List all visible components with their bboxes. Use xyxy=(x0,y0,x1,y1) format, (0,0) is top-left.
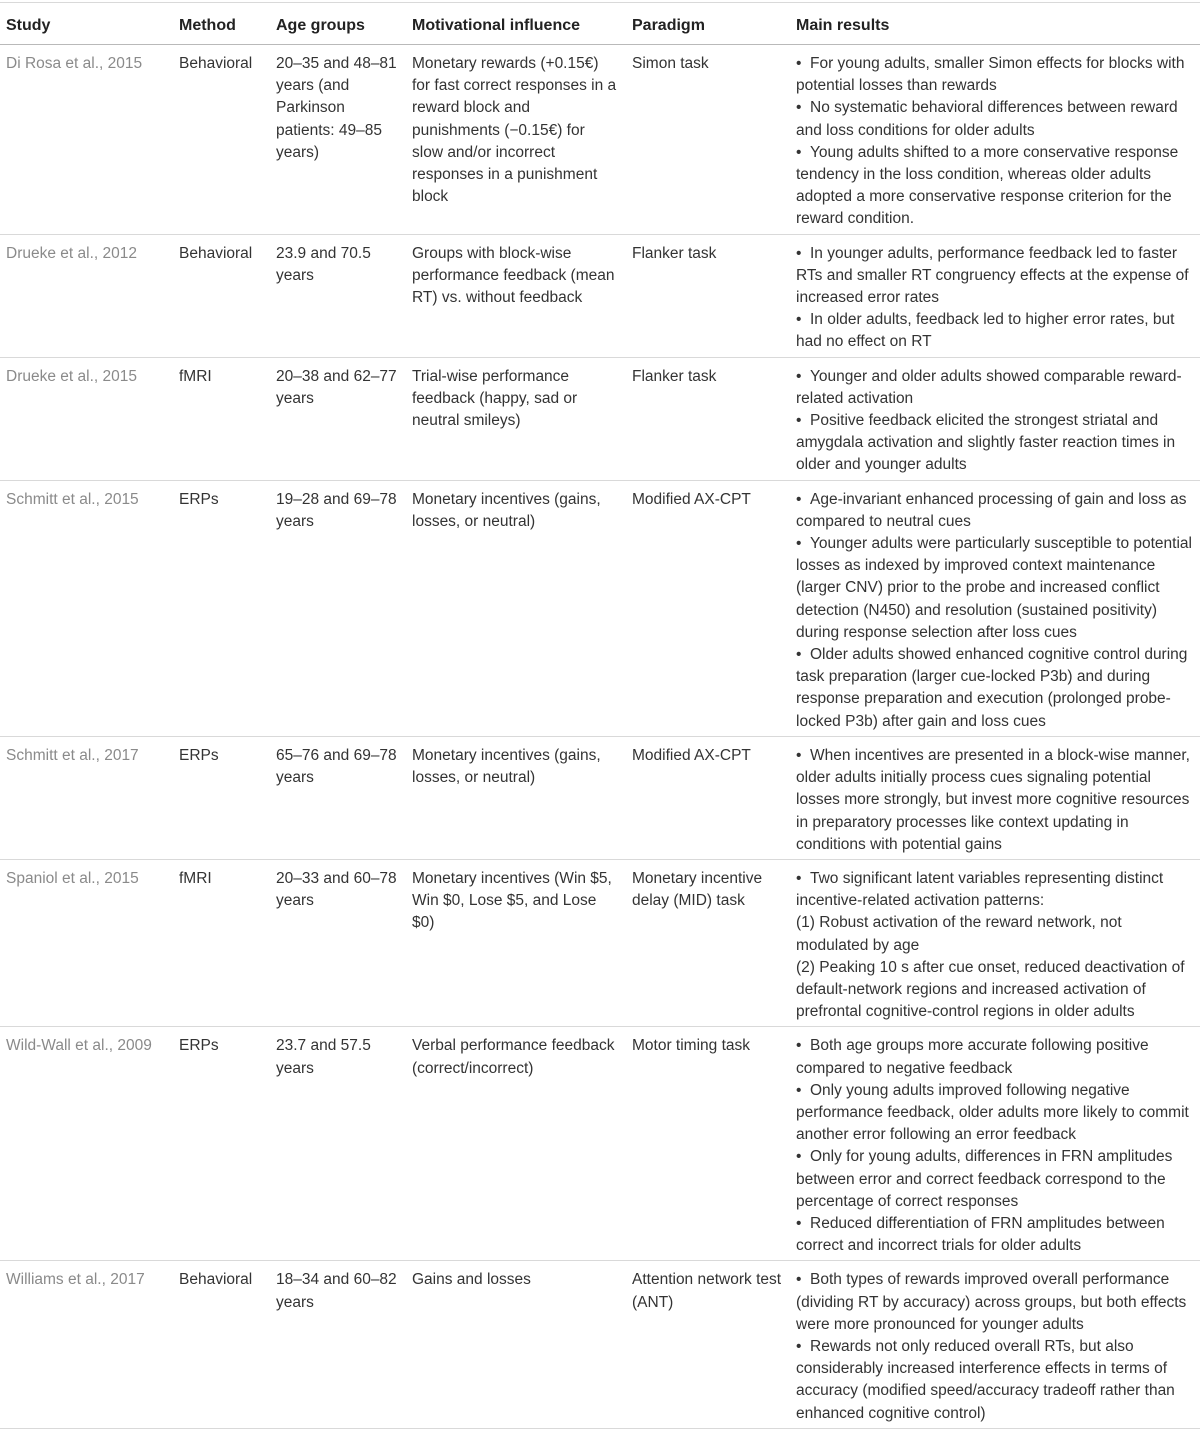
table-body xyxy=(0,45,1200,1429)
result-text: Younger and older adults showed comparable reward-related activation xyxy=(796,367,1182,407)
bullet-icon: • xyxy=(796,55,802,72)
study-cell: Drueke et al., 2012 xyxy=(0,234,173,357)
result-item xyxy=(796,1035,1194,1079)
result-item xyxy=(796,533,1194,644)
method-cell: Behavioral xyxy=(173,1261,270,1428)
bullet-icon: • xyxy=(796,244,802,262)
table-row xyxy=(0,1027,1200,1261)
header-method: Method xyxy=(173,3,270,45)
result-item xyxy=(796,489,1194,533)
result-text: Only young adults improved following negative performance feedback, older adults more likely to commit another error following an error feedback xyxy=(796,1081,1189,1144)
result-item xyxy=(796,868,1194,912)
table-row xyxy=(0,736,1200,859)
result-text: Younger adults were particularly susceptible to potential losses as indexed by improved context maintenance (larger CNV) prior to the probe and increased conflict detection (N450) and resolution (sustained positivity) during response selection after loss cues xyxy=(796,535,1192,641)
method-cell: fMRI xyxy=(173,357,270,480)
result-item xyxy=(796,912,1194,956)
result-text: Reduced differentiation of FRN amplitudes between correct and incorrect trials for older adults xyxy=(796,1214,1165,1255)
motivational-influence-cell: Monetary incentives (gains, losses, or neutral) xyxy=(406,480,626,736)
result-text: When incentives are presented in a block-wise manner, older adults initially process cues signaling potential losses more strongly, but invest more cognitive resources in preparatory processes like context updating in conditions with potential gains xyxy=(796,746,1190,853)
table-row xyxy=(0,357,1200,480)
motivational-influence-cell: Gains and losses xyxy=(406,1261,626,1428)
motivational-influence-cell: Verbal performance feedback (correct/incorrect) xyxy=(406,1027,626,1261)
study-cell: Williams et al., 2017 xyxy=(0,1261,173,1428)
result-item xyxy=(796,1336,1194,1425)
study-cell: Wild-Wall et al., 2009 xyxy=(0,1027,173,1261)
result-text: Only for young adults, differences in FRN amplitudes between error and correct feedback correspond to the percentage of correct responses xyxy=(796,1148,1173,1210)
age-groups-cell: 20–33 and 60–78 years xyxy=(270,859,406,1026)
bullet-icon: • xyxy=(796,143,802,161)
result-text: Both types of rewards improved overall performance (dividing RT by accuracy) across groups, but both effects were more pronounced for younger adults xyxy=(796,1271,1187,1333)
method-cell: Behavioral xyxy=(173,234,270,357)
result-item xyxy=(796,745,1194,856)
header-row xyxy=(0,3,1200,45)
result-item xyxy=(796,644,1194,733)
motivational-influence-cell: Trial-wise performance feedback (happy, sad or neutral smileys) xyxy=(406,357,626,480)
result-text: (2) Peaking 10 s after cue onset, reduced deactivation of default-network regions and increased activation of prefrontal cognitive-control regions in older adults xyxy=(796,958,1185,1021)
result-text: Two significant latent variables representing distinct incentive-related activation patterns: xyxy=(796,869,1164,910)
bullet-icon: • xyxy=(796,1214,802,1232)
header-motivational-influence: Motivational influence xyxy=(406,3,626,45)
header-age-groups: Age groups xyxy=(270,3,406,45)
table-row xyxy=(0,234,1200,357)
paradigm-cell: Monetary incentive delay (MID) task xyxy=(626,859,790,1026)
bullet-icon: • xyxy=(796,99,802,117)
table-row xyxy=(0,45,1200,235)
bullet-icon: • xyxy=(796,1148,802,1166)
result-text: Age-invariant enhanced processing of gain and loss as compared to neutral cues xyxy=(796,490,1187,530)
table-row xyxy=(0,1261,1200,1428)
result-text: Both age groups more accurate following positive compared to negative feedback xyxy=(796,1037,1149,1077)
result-text: Young adults shifted to a more conservative response tendency in the loss condition, whereas older adults adopted a more conservative response criterion for the reward condition. xyxy=(796,143,1179,228)
paradigm-cell: Flanker task xyxy=(626,357,790,480)
bullet-icon: • xyxy=(796,1337,802,1355)
bullet-icon: • xyxy=(796,746,802,764)
header-main-results: Main results xyxy=(790,3,1200,45)
studies-table xyxy=(0,2,1200,1429)
result-text: Older adults showed enhanced cognitive control during task preparation (larger cue-locked P3b) and during response preparation and execution (prolonged probe-locked P3b) after gain and loss cues xyxy=(796,646,1188,730)
method-cell: ERPs xyxy=(173,736,270,859)
result-item xyxy=(796,1146,1194,1213)
bullet-icon: • xyxy=(796,1037,802,1055)
paradigm-cell: Simon task xyxy=(626,45,790,235)
result-text: For young adults, smaller Simon effects for blocks with potential losses than rewards xyxy=(796,55,1185,95)
main-results-cell xyxy=(790,357,1200,480)
result-item xyxy=(796,142,1194,231)
bullet-icon: • xyxy=(796,1081,802,1099)
bullet-icon: • xyxy=(796,490,802,508)
result-text: Rewards not only reduced overall RTs, but also considerably increased interference effects in terms of accuracy (modified speed/accuracy tradeoff rather than enhanced cognitive control) xyxy=(796,1337,1175,1422)
bullet-icon: • xyxy=(796,1271,802,1289)
paradigm-cell: Modified AX-CPT xyxy=(626,736,790,859)
result-item xyxy=(796,366,1194,410)
table-row xyxy=(0,859,1200,1026)
method-cell: ERPs xyxy=(173,1027,270,1261)
paradigm-cell: Flanker task xyxy=(626,234,790,357)
paradigm-cell: Attention network test (ANT) xyxy=(626,1261,790,1428)
method-cell: ERPs xyxy=(173,480,270,736)
result-item xyxy=(796,97,1194,141)
table-row xyxy=(0,480,1200,736)
age-groups-cell: 23.9 and 70.5 years xyxy=(270,234,406,357)
bullet-icon: • xyxy=(796,311,802,329)
method-cell: fMRI xyxy=(173,859,270,1026)
study-cell: Schmitt et al., 2015 xyxy=(0,480,173,736)
result-item xyxy=(796,243,1194,310)
main-results-cell xyxy=(790,859,1200,1026)
age-groups-cell: 23.7 and 57.5 years xyxy=(270,1027,406,1261)
motivational-influence-cell: Groups with block-wise performance feedback (mean RT) vs. without feedback xyxy=(406,234,626,357)
result-item xyxy=(796,1213,1194,1257)
main-results-cell xyxy=(790,736,1200,859)
main-results-cell xyxy=(790,45,1200,235)
main-results-cell xyxy=(790,480,1200,736)
result-item xyxy=(796,410,1194,477)
study-cell: Di Rosa et al., 2015 xyxy=(0,45,173,235)
motivational-influence-cell: Monetary incentives (Win $5, Win $0, Lose $5, and Lose $0) xyxy=(406,859,626,1026)
paradigm-cell: Modified AX-CPT xyxy=(626,480,790,736)
result-text: Positive feedback elicited the strongest striatal and amygdala activation and slightly faster reaction times in older and younger adults xyxy=(796,412,1176,474)
header-paradigm: Paradigm xyxy=(626,3,790,45)
method-cell: Behavioral xyxy=(173,45,270,235)
result-item xyxy=(796,1269,1194,1336)
bullet-icon: • xyxy=(796,535,802,553)
result-item xyxy=(796,957,1194,1024)
main-results-cell xyxy=(790,1027,1200,1261)
study-cell: Drueke et al., 2015 xyxy=(0,357,173,480)
motivational-influence-cell: Monetary incentives (gains, losses, or neutral) xyxy=(406,736,626,859)
age-groups-cell: 19–28 and 69–78 years xyxy=(270,480,406,736)
result-text: In younger adults, performance feedback led to faster RTs and smaller RT congruency effects at the expense of increased error rates xyxy=(796,244,1189,307)
age-groups-cell: 18–34 and 60–82 years xyxy=(270,1261,406,1428)
bullet-icon: • xyxy=(796,869,802,887)
header-study: Study xyxy=(0,3,173,45)
study-cell: Schmitt et al., 2017 xyxy=(0,736,173,859)
bullet-icon: • xyxy=(796,412,802,430)
result-text: (1) Robust activation of the reward network, not modulated by age xyxy=(796,914,1122,954)
main-results-cell xyxy=(790,1261,1200,1428)
age-groups-cell: 20–35 and 48–81 years (and Parkinson patients: 49–85 years) xyxy=(270,45,406,235)
result-text: No systematic behavioral differences between reward and loss conditions for older adults xyxy=(796,99,1178,139)
result-item xyxy=(796,309,1194,353)
bullet-icon: • xyxy=(796,646,802,664)
result-text: In older adults, feedback led to higher error rates, but had no effect on RT xyxy=(796,311,1175,351)
result-item xyxy=(796,1080,1194,1147)
age-groups-cell: 20–38 and 62–77 years xyxy=(270,357,406,480)
main-results-cell xyxy=(790,234,1200,357)
study-cell: Spaniol et al., 2015 xyxy=(0,859,173,1026)
motivational-influence-cell: Monetary rewards (+0.15€) for fast correct responses in a reward block and punishments (−0.15€) for slow and/or incorrect responses in a punishment block xyxy=(406,45,626,235)
bullet-icon: • xyxy=(796,367,802,385)
result-item xyxy=(796,53,1194,97)
paradigm-cell: Motor timing task xyxy=(626,1027,790,1261)
age-groups-cell: 65–76 and 69–78 years xyxy=(270,736,406,859)
